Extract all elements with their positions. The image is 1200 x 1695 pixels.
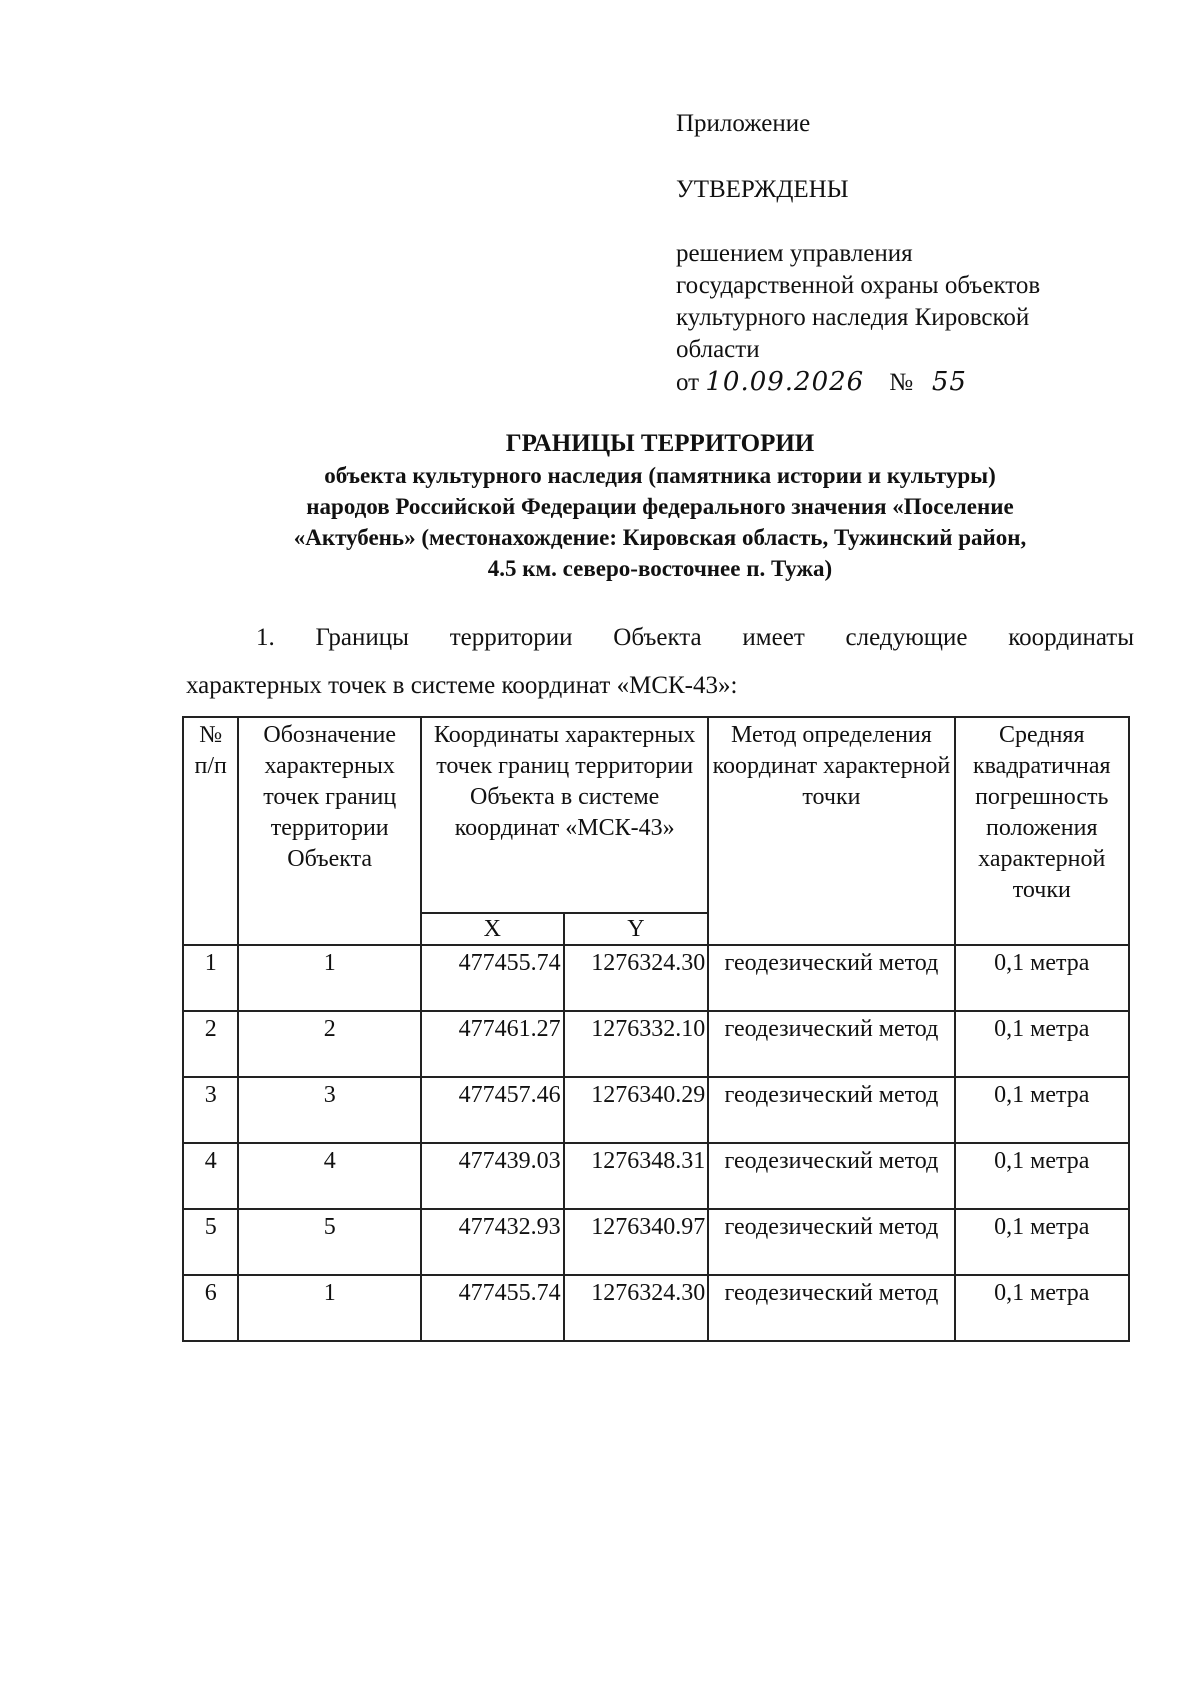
cell-error: 0,1 метра bbox=[955, 1209, 1129, 1275]
header-point: Обозначение характерных точек границ территории Объекта bbox=[238, 717, 421, 945]
approval-by-line-3: культурного наследия Кировской bbox=[676, 304, 1030, 331]
cell-error: 0,1 метра bbox=[955, 945, 1129, 1011]
cell-point: 2 bbox=[238, 1011, 421, 1077]
date-prefix: от bbox=[676, 369, 700, 396]
header-error: Средняя квадратичная погрешность положения характерной точки bbox=[955, 717, 1129, 945]
cell-point: 3 bbox=[238, 1077, 421, 1143]
table-row bbox=[183, 1275, 1129, 1341]
cell-x: 477461.27 bbox=[421, 1011, 564, 1077]
cell-x: 477455.74 bbox=[421, 1275, 564, 1341]
cell-method: геодезический метод bbox=[708, 1143, 954, 1209]
table-row bbox=[183, 1143, 1129, 1209]
title-main: ГРАНИЦЫ ТЕРРИТОРИИ bbox=[505, 430, 815, 457]
cell-y: 1276340.97 bbox=[564, 1209, 709, 1275]
header-num: № п/п bbox=[183, 717, 238, 945]
cell-num: 6 bbox=[183, 1275, 238, 1341]
cell-method: геодезический метод bbox=[708, 945, 954, 1011]
cell-y: 1276340.29 bbox=[564, 1077, 709, 1143]
approval-by-line-4: области bbox=[676, 336, 760, 363]
cell-num: 4 bbox=[183, 1143, 238, 1209]
cell-num: 5 bbox=[183, 1209, 238, 1275]
paragraph-line-1: 1. Границы территории Объекта имеет следующие координаты bbox=[256, 624, 1134, 651]
table-row bbox=[183, 1077, 1129, 1143]
cell-y: 1276332.10 bbox=[564, 1011, 709, 1077]
cell-y: 1276348.31 bbox=[564, 1143, 709, 1209]
approval-by-line-1: решением управления bbox=[676, 240, 913, 267]
table-row bbox=[183, 1011, 1129, 1077]
cell-point: 5 bbox=[238, 1209, 421, 1275]
cell-method: геодезический метод bbox=[708, 1275, 954, 1341]
header-y: Y bbox=[564, 913, 709, 945]
cell-method: геодезический метод bbox=[708, 1209, 954, 1275]
cell-error: 0,1 метра bbox=[955, 1275, 1129, 1341]
cell-error: 0,1 метра bbox=[955, 1143, 1129, 1209]
cell-method: геодезический метод bbox=[708, 1011, 954, 1077]
approved-label: УТВЕРЖДЕНЫ bbox=[676, 176, 849, 203]
cell-point: 4 bbox=[238, 1143, 421, 1209]
approval-date-row bbox=[676, 366, 1136, 399]
table-row bbox=[183, 945, 1129, 1011]
header-coords: Координаты характерных точек границ территории Объекта в системе координат «МСК-43» bbox=[421, 717, 708, 913]
table-row bbox=[183, 1209, 1129, 1275]
paragraph-line-2: характерных точек в системе координат «МСК-43»: bbox=[186, 672, 738, 699]
cell-y: 1276324.30 bbox=[564, 945, 709, 1011]
approval-block bbox=[676, 108, 1136, 399]
title-line-3: «Актубень» (местонахождение: Кировская область, Тужинский район, bbox=[293, 525, 1027, 550]
approval-by-line-2: государственной охраны объектов bbox=[676, 272, 1041, 299]
cell-x: 477455.74 bbox=[421, 945, 564, 1011]
cell-num: 1 bbox=[183, 945, 238, 1011]
title-line-2: народов Российской Федерации федерального значения «Поселение bbox=[306, 494, 1014, 519]
cell-point: 1 bbox=[238, 1275, 421, 1341]
coordinates-table bbox=[182, 716, 1130, 1342]
appendix-label: Приложение bbox=[676, 110, 811, 137]
cell-x: 477457.46 bbox=[421, 1077, 564, 1143]
handwritten-date: 10.09.2026 bbox=[705, 367, 865, 397]
cell-x: 477439.03 bbox=[421, 1143, 564, 1209]
cell-point: 1 bbox=[238, 945, 421, 1011]
cell-method: геодезический метод bbox=[708, 1077, 954, 1143]
title-line-4: 4.5 км. северо-восточнее п. Тужа) bbox=[487, 556, 833, 581]
cell-error: 0,1 метра bbox=[955, 1077, 1129, 1143]
number-prefix: № bbox=[889, 369, 914, 396]
header-x: X bbox=[421, 913, 564, 945]
cell-num: 3 bbox=[183, 1077, 238, 1143]
title-line-1: объекта культурного наследия (памятника истории и культуры) bbox=[324, 463, 996, 488]
cell-x: 477432.93 bbox=[421, 1209, 564, 1275]
cell-num: 2 bbox=[183, 1011, 238, 1077]
document-title bbox=[150, 428, 1170, 584]
cell-error: 0,1 метра bbox=[955, 1011, 1129, 1077]
header-method: Метод определения координат характерной точки bbox=[708, 717, 954, 945]
handwritten-number: 55 bbox=[931, 367, 967, 397]
cell-y: 1276324.30 bbox=[564, 1275, 709, 1341]
